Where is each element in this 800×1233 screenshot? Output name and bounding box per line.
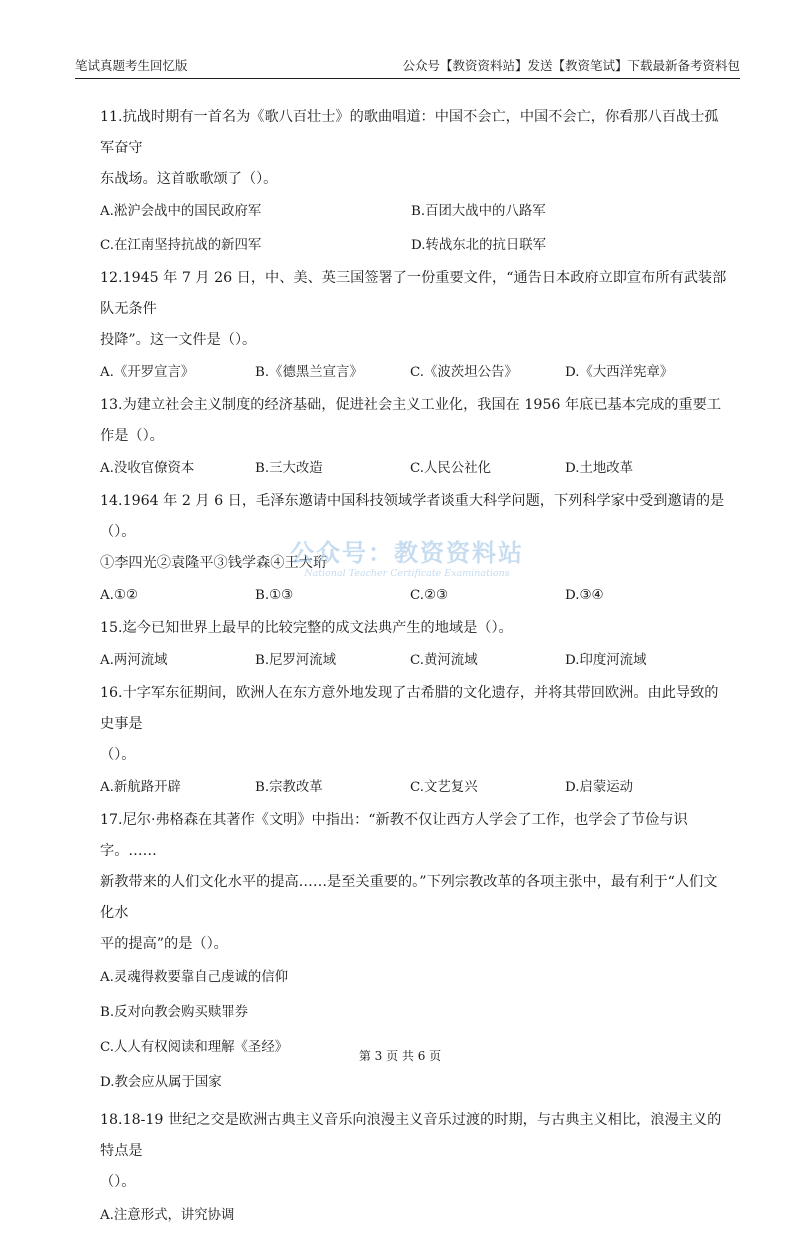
watermark-main-text: 公众号：教资资料站 xyxy=(290,539,524,567)
question-text: 东战场。这首歌歌颂了（）。 xyxy=(100,171,278,187)
question-text: （）。 xyxy=(100,1174,136,1190)
option-b: B.反对向教会购买赎罪券 xyxy=(100,1005,249,1020)
question-text: 14.1964 年 2 月 6 日，毛泽东邀请中国科技领域学者谈重大科学问题，下列科学家中受到邀请的是（）。 xyxy=(100,493,725,540)
question-text: （）。 xyxy=(100,747,136,763)
option-b: B.百团大战中的八路军 xyxy=(411,204,546,219)
page-number: 第 3 页 共 6 页 xyxy=(358,1049,442,1063)
option-d: D.③④ xyxy=(565,588,604,603)
option-a: A.《开罗宣言》 xyxy=(100,365,195,380)
option-a: A.淞沪会战中的国民政府军 xyxy=(100,204,262,219)
option-a: A.①② xyxy=(100,588,138,603)
question-text: 17.尼尔·弗格森在其著作《文明》中指出：“新教不仅让西方人学会了工作，也学会了节俭与识字。…… xyxy=(100,812,688,859)
question-text: 18.18-19 世纪之交是欧洲古典主义音乐向浪漫主义音乐过渡的时期，与古典主义相比，浪漫主义的特点是 xyxy=(100,1112,722,1159)
page-footer xyxy=(0,1047,800,1064)
option-c: C.人人有权阅读和理解《圣经》 xyxy=(100,1040,289,1055)
question-13 xyxy=(100,390,730,486)
question-text: 11.抗战时期有一首名为《歌八百壮士》的歌曲唱道：中国不会亡，中国不会亡，你看那八百战士孤军奋守 xyxy=(100,109,719,156)
question-18 xyxy=(100,1105,730,1233)
question-text: 平的提高”的是（）。 xyxy=(100,936,228,952)
option-c: C.②③ xyxy=(410,588,449,603)
option-b: B.《德黑兰宣言》 xyxy=(255,365,363,380)
page-header xyxy=(75,56,740,79)
question-text: 13.为建立社会主义制度的经济基础，促进社会主义工业化，我国在 1956 年底已基本完成的重要工作是（）。 xyxy=(100,397,722,444)
option-a: A.两河流域 xyxy=(100,653,168,668)
option-b: B.宗教改革 xyxy=(255,780,323,795)
option-d: D.转战东北的抗日联军 xyxy=(411,238,547,253)
watermark-sub-text: National Teacher Certificate Examinations xyxy=(304,568,510,579)
option-b: B.①③ xyxy=(255,588,294,603)
option-c: C.人民公社化 xyxy=(410,461,491,476)
option-d: D.启蒙运动 xyxy=(565,780,634,795)
option-row xyxy=(100,771,730,805)
option-c: C.在江南坚持抗战的新四军 xyxy=(100,238,262,253)
option-c: C.文艺复兴 xyxy=(410,780,478,795)
option-row xyxy=(100,452,730,486)
option-d: D.土地改革 xyxy=(565,461,634,476)
option-row xyxy=(100,644,730,678)
question-text: 新教带来的人们文化水平的提高……是至关重要的。”下列宗教改革的各项主张中，最有利于“人们文化水 xyxy=(100,874,718,921)
option-c: C.黄河流域 xyxy=(410,653,478,668)
option-d: D.印度河流域 xyxy=(565,653,647,668)
question-11 xyxy=(100,102,730,263)
option-row xyxy=(100,579,730,613)
option-b: B.三大改造 xyxy=(255,461,323,476)
question-14 xyxy=(100,486,730,613)
option-row xyxy=(100,229,730,263)
option-d: D.《大西洋宪章》 xyxy=(565,365,674,380)
option-b: B.尼罗河流域 xyxy=(255,653,337,668)
header-left-text: 笔试真题考生回忆版 xyxy=(75,58,188,73)
option-row xyxy=(100,195,730,229)
question-15 xyxy=(100,613,730,678)
question-text: 12.1945 年 7 月 26 日，中、美、英三国签署了一份重要文件，“通告日本政府立即宣布所有武装部队无条件 xyxy=(100,270,727,317)
option-a: A.新航路开辟 xyxy=(100,780,181,795)
question-text: 15.迄今已知世界上最早的比较完整的成文法典产生的地域是（）。 xyxy=(100,620,513,636)
question-text: ①李四光②袁隆平③钱学森④王大珩 xyxy=(100,555,328,571)
option-row xyxy=(100,356,730,390)
option-a: A.注意形式，讲究协调 xyxy=(100,1208,235,1223)
question-text: 投降”。这一文件是（）。 xyxy=(100,332,257,348)
question-12 xyxy=(100,263,730,390)
option-a: A.没收官僚资本 xyxy=(100,461,195,476)
question-text: 16.十字军东征期间，欧洲人在东方意外地发现了古希腊的文化遗存，并将其带回欧洲。由此导致的史事是 xyxy=(100,685,719,732)
option-d: D.教会应从属于国家 xyxy=(100,1075,222,1090)
header-right-text: 公众号【教资资料站】发送【教资笔试】下载最新备考资料包 xyxy=(402,58,740,73)
option-c: C.《波茨坦公告》 xyxy=(410,365,518,380)
question-16 xyxy=(100,678,730,805)
option-a: A.灵魂得救要靠自己虔诚的信仰 xyxy=(100,970,289,985)
